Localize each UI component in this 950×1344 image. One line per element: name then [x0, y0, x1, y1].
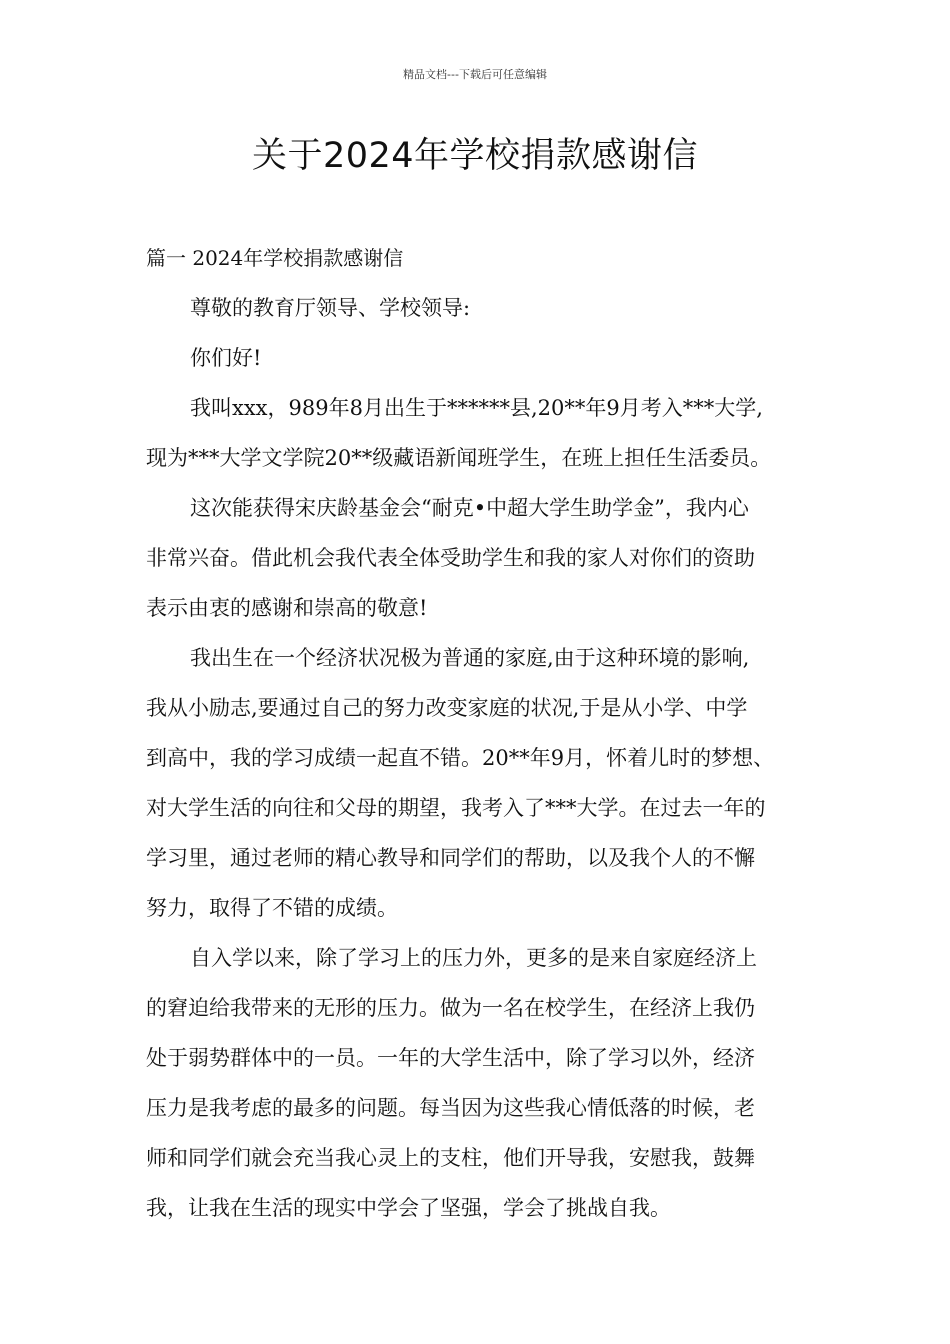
paragraph-line: 压力是我考虑的最多的问题。每当因为这些我心情低落的时候，老 — [146, 1096, 755, 1120]
paragraph-line: 学习里，通过老师的精心教导和同学们的帮助，以及我个人的不懈 — [146, 846, 755, 870]
paragraph-2 — [146, 483, 836, 633]
paragraph-line: 我从小励志,要通过自己的努力改变家庭的状况,于是从小学、中学 — [146, 696, 748, 720]
paragraph-3 — [146, 633, 836, 933]
section-heading: 篇一 2024年学校捐款感谢信 — [146, 246, 404, 270]
paragraph-4 — [146, 933, 836, 1233]
salutation: 尊敬的教育厅领导、学校领导: — [190, 296, 471, 320]
paragraph-line: 的窘迫给我带来的无形的压力。做为一名在校学生，在经济上我仍 — [146, 996, 755, 1020]
paragraph-1 — [146, 383, 836, 483]
paragraph-line: 表示由衷的感谢和崇高的敬意! — [146, 596, 428, 620]
paragraph-line: 师和同学们就会充当我心灵上的支柱，他们开导我，安慰我，鼓舞 — [146, 1146, 755, 1170]
paragraph-line: 这次能获得宋庆龄基金会“耐克•中超大学生助学金”，我内心 — [190, 496, 749, 520]
greeting: 你们好! — [190, 346, 262, 370]
document-body — [146, 233, 836, 1233]
paragraph-line: 现为***大学文学院20**级藏语新闻班学生，在班上担任生活委员。 — [146, 446, 772, 470]
header-note: 精品文档---下载后可任意编辑 — [403, 68, 547, 81]
paragraph-line: 到高中，我的学习成绩一起直不错。20**年9月，怀着儿时的梦想、 — [146, 746, 775, 770]
paragraph-line: 对大学生活的向往和父母的期望，我考入了***大学。在过去一年的 — [146, 796, 766, 820]
paragraph-line: 处于弱势群体中的一员。一年的大学生活中，除了学习以外，经济 — [146, 1046, 755, 1070]
paragraph-line: 自入学以来，除了学习上的压力外，更多的是来自家庭经济上 — [190, 946, 757, 970]
paragraph-line: 我叫xxx，989年8月出生于******县,20**年9月考入***大学, — [190, 396, 763, 420]
document-title: 关于2024年学校捐款感谢信 — [251, 136, 699, 176]
paragraph-line: 我出生在一个经济状况极为普通的家庭,由于这种环境的影响, — [190, 646, 750, 670]
paragraph-line: 非常兴奋。借此机会我代表全体受助学生和我的家人对你们的资助 — [146, 546, 755, 570]
paragraph-line: 努力，取得了不错的成绩。 — [146, 896, 398, 920]
paragraph-line: 我，让我在生活的现实中学会了坚强，学会了挑战自我。 — [146, 1196, 671, 1220]
